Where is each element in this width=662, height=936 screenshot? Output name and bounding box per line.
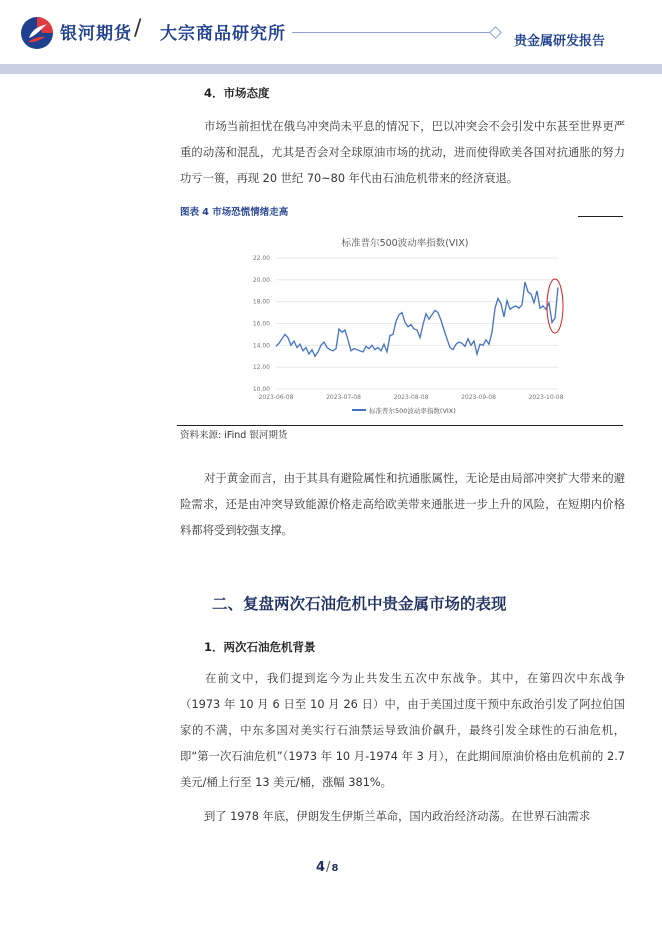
y-tick-label: 20.00 (252, 276, 270, 284)
figure-label: 图表 4 市场恐慌情绪走高 (180, 207, 289, 218)
subsection-heading-background: 1．两次石油危机背景 (204, 640, 316, 654)
header-band (0, 64, 662, 74)
paragraph-first-oil-crisis (180, 666, 625, 796)
page-total: 8 (331, 863, 339, 874)
page-separator: / (326, 860, 331, 875)
galaxy-futures-logo-icon (20, 16, 54, 50)
y-tick-label: 22.00 (252, 255, 270, 262)
y-tick-label: 12.00 (252, 364, 270, 372)
paragraph-second-oil-crisis (180, 804, 625, 830)
x-tick-label: 2023-06-08 (258, 394, 294, 401)
page-current: 4 (316, 860, 326, 875)
x-tick-label: 2023-08-08 (393, 394, 429, 401)
paragraph-gold (180, 466, 625, 544)
y-tick-label: 10.00 (252, 386, 270, 393)
x-tick-label: 2023-07-08 (326, 394, 361, 401)
figure-rule-top (578, 216, 623, 217)
institute-name: 大宗商品研究所 (160, 24, 286, 44)
x-tick-label: 2023-10-08 (528, 394, 564, 401)
figure-source: 资料来源: iFind 银河期货 (180, 430, 288, 441)
x-tick-label: 2023-09-08 (461, 394, 496, 401)
header-rule (292, 32, 492, 33)
y-tick-label: 18.00 (252, 298, 270, 306)
paragraph-market-attitude (180, 114, 625, 192)
y-tick-label: 16.00 (252, 320, 270, 328)
header-slash: / (134, 16, 142, 41)
paragraph-text: 市场当前担忧在俄乌冲突尚未平息的情况下，巴以冲突会不会引发中东甚至世界更严重的动荡和混乱，尤其是否会对全球原油市场的扰动，进而使得欧美各国对抗通胀的努力功亏一篑，再现 20 世纪 70~80 年代由石油危机带来的经济衰退。 (180, 120, 625, 185)
paragraph-text: 在前文中，我们提到迄今为止共发生五次中东战争。其中，在第四次中东战争（1973 年 10 月 6 日至 10 月 26 日）中，由于美国过度干预中东政治引发了阿拉伯国家的不满，中东多国对美实行石油禁运导致油价飙升，最终引发全球性的石油危机，即“第一次石油危机”（1973 年 10 月-1974 年 3 月），在此期间原油价格由危机前的 2.7 美元/桶上行至 13 美元/桶，涨幅 381%。 (180, 672, 625, 789)
paragraph-text: 到了 1978 年底，伊朗发生伊斯兰革命，国内政治经济动荡。在世界石油需求 (204, 810, 591, 823)
paragraph-text: 对于黄金而言，由于其具有避险属性和抗通胀属性，无论是由局部冲突扩大带来的避险需求，还是由冲突导致能源价格走高给欧美带来通胀进一步上升的风险，在短期内价格料都将受到较强支撑。 (180, 472, 625, 537)
section-heading-market-attitude: 4．市场态度 (204, 86, 270, 100)
page-number (316, 860, 338, 875)
report-type: 贵金属研发报告 (514, 34, 606, 49)
page-header (0, 0, 662, 74)
chart-title: 标准普尔500波动率指数(VIX) (341, 238, 469, 249)
figure-rule-bottom (177, 425, 623, 426)
legend-label: 标准普尔500波动率指数(VIX) (369, 407, 456, 415)
brand-name: 银河期货 (60, 24, 132, 44)
header-diamond-icon (489, 26, 502, 39)
y-tick-label: 14.00 (252, 342, 270, 350)
section-heading-oil-crisis: 二、复盘两次石油危机中贵金属市场的表现 (212, 595, 507, 613)
vix-line-chart (240, 232, 570, 420)
